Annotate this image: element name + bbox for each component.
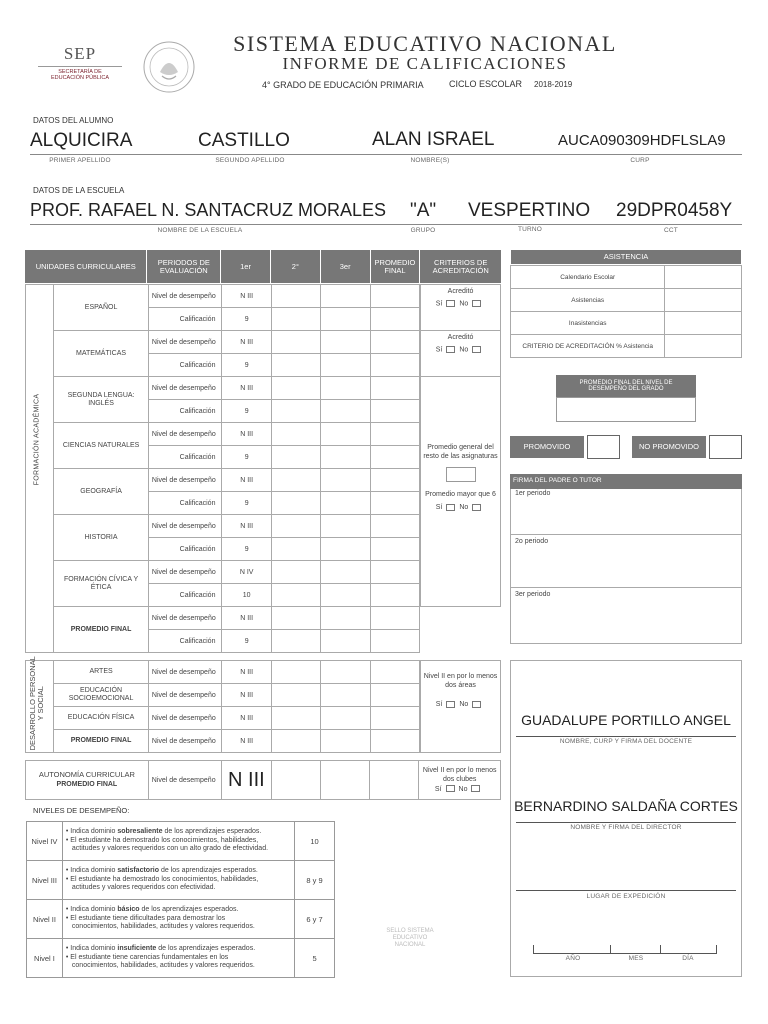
- personal-grades-table: [25, 660, 420, 753]
- shift-label: TURNO: [517, 226, 543, 233]
- table-row: [26, 285, 420, 308]
- table-row: [27, 939, 335, 978]
- subject-grade: 9: [222, 538, 271, 561]
- guardian-signature-box: [510, 474, 742, 644]
- sep-logo-text: SEP: [63, 44, 97, 63]
- checkbox-no[interactable]: [471, 785, 480, 792]
- level-name: Nivel I: [27, 939, 63, 978]
- header-period-1: 1er: [221, 250, 270, 283]
- level-label: Nivel de desempeño: [148, 515, 222, 538]
- level-label: Nivel de desempeño: [148, 377, 222, 400]
- school-name-label: NOMBRE DE LA ESCUELA: [157, 227, 243, 234]
- student-names: ALAN ISRAEL: [372, 129, 495, 150]
- subject-grade: 9: [222, 400, 271, 423]
- cycle-label: CICLO ESCOLAR: [449, 79, 523, 89]
- autonomy-nivel-label: Nivel de desempeño: [148, 761, 221, 800]
- group-label: GRUPO: [410, 227, 436, 234]
- subject-grade: 9: [222, 630, 271, 653]
- subject-grade: 9: [222, 446, 271, 469]
- checkbox-si[interactable]: [446, 300, 455, 307]
- grade-label: Calificación: [148, 630, 222, 653]
- level-name: Nivel III: [27, 861, 63, 900]
- curp-label: CURP: [630, 157, 650, 164]
- attendance-label: Inasistencias: [511, 312, 665, 335]
- level-name: Nivel IV: [27, 822, 63, 861]
- attendance-label: CRITERIO DE ACREDITACIÓN % Asistencia: [511, 335, 665, 358]
- first-surname-label: PRIMER APELLIDO: [49, 157, 111, 164]
- director-name: BERNARDINO SALDAÑA CORTES: [514, 798, 738, 814]
- general-avg-box[interactable]: [446, 467, 476, 482]
- table-row: [26, 561, 420, 584]
- table-row: [511, 266, 742, 289]
- checkbox-si[interactable]: [446, 785, 455, 792]
- table-row: [27, 822, 335, 861]
- teacher-name: GUADALUPE PORTILLO ANGEL: [521, 712, 731, 728]
- criteria-general: Promedio general del resto de las asignaturas Promedio mayor que 6 Sí No: [423, 444, 498, 512]
- subject-level: N III: [222, 684, 271, 707]
- subject-name: FORMACIÓN CÍVICA Y ÉTICA: [54, 561, 149, 607]
- subject-level: N III: [222, 377, 271, 400]
- teacher-label: NOMBRE, CURP Y FIRMA DEL DOCENTE: [559, 738, 693, 745]
- subject-level: N III: [222, 730, 271, 753]
- autonomy-level: N III: [222, 761, 271, 800]
- second-surname-label: SEGUNDO APELLIDO: [215, 157, 285, 164]
- level-description: • Indica dominio sobresaliente de los aprendizajes esperados. • El estudiante ha demostrado los conocimientos, habilidades, actitudes y valores requeridos con un alto grado de efectividad.: [62, 822, 294, 861]
- level-label: Nivel de desempeño: [148, 684, 222, 707]
- checkbox-no[interactable]: [472, 346, 481, 353]
- not-promoted-box[interactable]: [709, 435, 742, 459]
- autonomy-criteria: Nivel II en por lo menos dos clubes: [422, 767, 497, 784]
- table-row: [26, 377, 420, 400]
- table-row: [511, 289, 742, 312]
- subject-name: PROMEDIO FINAL: [54, 607, 149, 653]
- attendance-table: [510, 265, 742, 358]
- academic-area-label: FORMACIÓN ACADÉMICA: [33, 393, 41, 486]
- first-surname: ALQUICIRA: [30, 130, 133, 151]
- subject-grade: 9: [222, 492, 271, 515]
- table-row: [511, 335, 742, 358]
- table-row: [26, 515, 420, 538]
- year-label: AÑO: [565, 955, 581, 962]
- subject-name: MATEMÁTICAS: [54, 331, 149, 377]
- grade-label: Calificación: [148, 584, 222, 607]
- checkbox-no[interactable]: [472, 701, 481, 708]
- period-1-label: 1er periodo: [515, 490, 551, 497]
- page-subtitle: INFORME DE CALIFICACIONES: [282, 54, 568, 73]
- subject-level: N III: [222, 285, 271, 308]
- level-label: Nivel de desempeño: [148, 730, 222, 753]
- checkbox-si[interactable]: [446, 504, 455, 511]
- table-row: [511, 312, 742, 335]
- national-seal-icon: [142, 40, 196, 94]
- final-level-header: PROMEDIO FINAL DEL NIVEL DE DESEMPEÑO DEL GRADO: [556, 375, 696, 397]
- sep-logo-sub1: SECRETARÍA DE: [58, 69, 102, 75]
- attendance-label: Asistencias: [511, 289, 665, 312]
- seal-placeholder: SELLO SISTEMA EDUCATIVO NACIONAL: [386, 928, 434, 949]
- grades-header: [25, 250, 501, 283]
- grade-label: Calificación: [148, 538, 222, 561]
- subject-level: N III: [222, 469, 271, 492]
- page-title: SISTEMA EDUCATIVO NACIONAL: [233, 31, 617, 56]
- sep-logo: [30, 44, 130, 88]
- guardian-signature-header: FIRMA DEL PADRE O TUTOR: [510, 474, 620, 489]
- level-label: Nivel de desempeño: [148, 331, 222, 354]
- table-row: [27, 900, 335, 939]
- grade-label: 4° GRADO DE EDUCACIÓN PRIMARIA: [262, 80, 424, 90]
- subject-grade: 10: [222, 584, 271, 607]
- subject-name: ESPAÑOL: [54, 285, 149, 331]
- place-label: LUGAR DE EXPEDICIÓN: [586, 893, 666, 900]
- subject-level: N III: [222, 707, 271, 730]
- table-row: [26, 423, 420, 446]
- autonomy-table: AUTONOMÍA CURRICULAR PROMEDIO FINAL Nivel de desempeño N III Nivel II en por lo menos dos clubes Sí No: [25, 760, 501, 800]
- autonomy-sub: PROMEDIO FINAL: [56, 781, 118, 789]
- level-label: Nivel de desempeño: [148, 285, 222, 308]
- level-label: Nivel de desempeño: [148, 661, 222, 684]
- sep-logo-sub2: EDUCACIÓN PÚBLICA: [50, 75, 110, 81]
- school-shift: VESPERTINO: [468, 200, 591, 221]
- cct-label: CCT: [664, 227, 678, 234]
- criteria-espanol: Acreditó Sí No: [420, 288, 501, 307]
- autonomy-title: AUTONOMÍA CURRICULAR: [38, 769, 135, 779]
- level-name: Nivel II: [27, 900, 63, 939]
- personal-criteria-text: Nivel II en por lo menos dos áreas Sí No: [423, 673, 498, 709]
- student-curp: AUCA090309HDFLSLA9: [558, 132, 726, 149]
- not-promoted-label: NO PROMOVIDO: [632, 436, 706, 458]
- table-row: [26, 607, 420, 630]
- header-criteria: CRITERIOS DE ACREDITACIÓN: [420, 250, 501, 283]
- subject-level: N III: [222, 661, 271, 684]
- subject-level: N III: [222, 607, 271, 630]
- grade-label: Calificación: [148, 400, 222, 423]
- criteria-matematicas: Acreditó Sí No: [420, 334, 501, 353]
- school-section-title: DATOS DE LA ESCUELA: [33, 186, 125, 195]
- table-row: [26, 331, 420, 354]
- table-row: [27, 861, 335, 900]
- grade-label: Calificación: [148, 492, 222, 515]
- school-group: "A": [410, 200, 437, 221]
- table-row: [26, 707, 420, 730]
- student-section-title: DATOS DEL ALUMNO: [33, 116, 114, 125]
- director-label: NOMBRE Y FIRMA DEL DIRECTOR: [570, 824, 682, 831]
- level-score: 8 y 9: [295, 861, 335, 900]
- subject-name: EDUCACIÓN SOCIOEMOCIONAL: [54, 684, 149, 707]
- level-label: Nivel de desempeño: [148, 423, 222, 446]
- attendance-title: ASISTENCIA: [511, 250, 741, 264]
- academic-grades-table: [25, 284, 420, 653]
- subject-level: N III: [222, 423, 271, 446]
- table-row: [26, 684, 420, 707]
- subject-grade: 9: [222, 354, 271, 377]
- header-periods: PERIODOS DE EVALUACIÓN: [147, 250, 220, 283]
- subject-name: ARTES: [54, 661, 149, 684]
- level-description: • Indica dominio insuficiente de los aprendizajes esperados. • El estudiante tiene carencias fundamentales en los conocimientos, habilidades, actitudes y valores requeridos.: [62, 939, 294, 978]
- subject-name: CIENCIAS NATURALES: [54, 423, 149, 469]
- grade-label: Calificación: [148, 308, 222, 331]
- names-label: NOMBRE(S): [410, 157, 450, 164]
- subject-grade: 9: [222, 308, 271, 331]
- promoted-box[interactable]: [587, 435, 620, 459]
- table-row: [26, 469, 420, 492]
- level-label: Nivel de desempeño: [148, 469, 222, 492]
- cycle-value: 2018-2019: [534, 80, 573, 89]
- levels-title: NIVELES DE DESEMPEÑO:: [33, 806, 130, 815]
- level-label: Nivel de desempeño: [148, 707, 222, 730]
- level-label: Nivel de desempeño: [148, 561, 222, 584]
- personal-area-label: DESARROLLO PERSONAL Y SOCIAL: [27, 656, 45, 751]
- signatures-box: [510, 660, 742, 977]
- subject-level: N III: [222, 331, 271, 354]
- level-description: • Indica dominio básico de los aprendizajes esperados. • El estudiante tiene dificultades para demostrar los conocimientos, habilidades, actitudes y valores requeridos.: [62, 900, 294, 939]
- levels-table: [26, 821, 335, 978]
- checkbox-si[interactable]: [446, 701, 455, 708]
- header-final-avg: PROMEDIO FINAL: [371, 250, 420, 283]
- final-level-box[interactable]: [556, 397, 696, 422]
- school-cct: 29DPR0458Y: [616, 200, 733, 221]
- table-row: [26, 661, 420, 684]
- second-surname: CASTILLO: [198, 130, 290, 151]
- subject-level: N IV: [222, 561, 271, 584]
- period-3-label: 3er periodo: [515, 591, 551, 598]
- day-label: DÍA: [682, 955, 694, 962]
- level-score: 5: [295, 939, 335, 978]
- subject-name: PROMEDIO FINAL: [54, 730, 149, 753]
- checkbox-si[interactable]: [446, 346, 455, 353]
- header-period-2: 2°: [271, 250, 320, 283]
- subject-name: HISTORIA: [54, 515, 149, 561]
- subject-name: EDUCACIÓN FÍSICA: [54, 707, 149, 730]
- subject-name: SEGUNDA LENGUA: INGLÉS: [54, 377, 149, 423]
- checkbox-no[interactable]: [472, 300, 481, 307]
- level-score: 10: [295, 822, 335, 861]
- period-2-label: 2o periodo: [515, 538, 549, 545]
- month-label: MES: [628, 955, 644, 962]
- level-label: Nivel de desempeño: [148, 607, 222, 630]
- subject-level: N III: [222, 515, 271, 538]
- grade-label: Calificación: [148, 446, 222, 469]
- level-description: • Indica dominio satisfactorio de los aprendizajes esperados. • El estudiante ha demostrado los conocimientos, habilidades, actitudes y valores requeridos con efectividad.: [62, 861, 294, 900]
- level-score: 6 y 7: [295, 900, 335, 939]
- grade-label: Calificación: [148, 354, 222, 377]
- table-row: [26, 730, 420, 753]
- subject-name: GEOGRAFÍA: [54, 469, 149, 515]
- header-period-3: 3er: [321, 250, 370, 283]
- school-name: PROF. RAFAEL N. SANTACRUZ MORALES: [30, 200, 387, 220]
- promoted-label: PROMOVIDO: [510, 436, 584, 458]
- checkbox-no[interactable]: [472, 504, 481, 511]
- attendance-label: Calendario Escolar: [511, 266, 665, 289]
- header-units: UNIDADES CURRICULARES: [25, 250, 146, 283]
